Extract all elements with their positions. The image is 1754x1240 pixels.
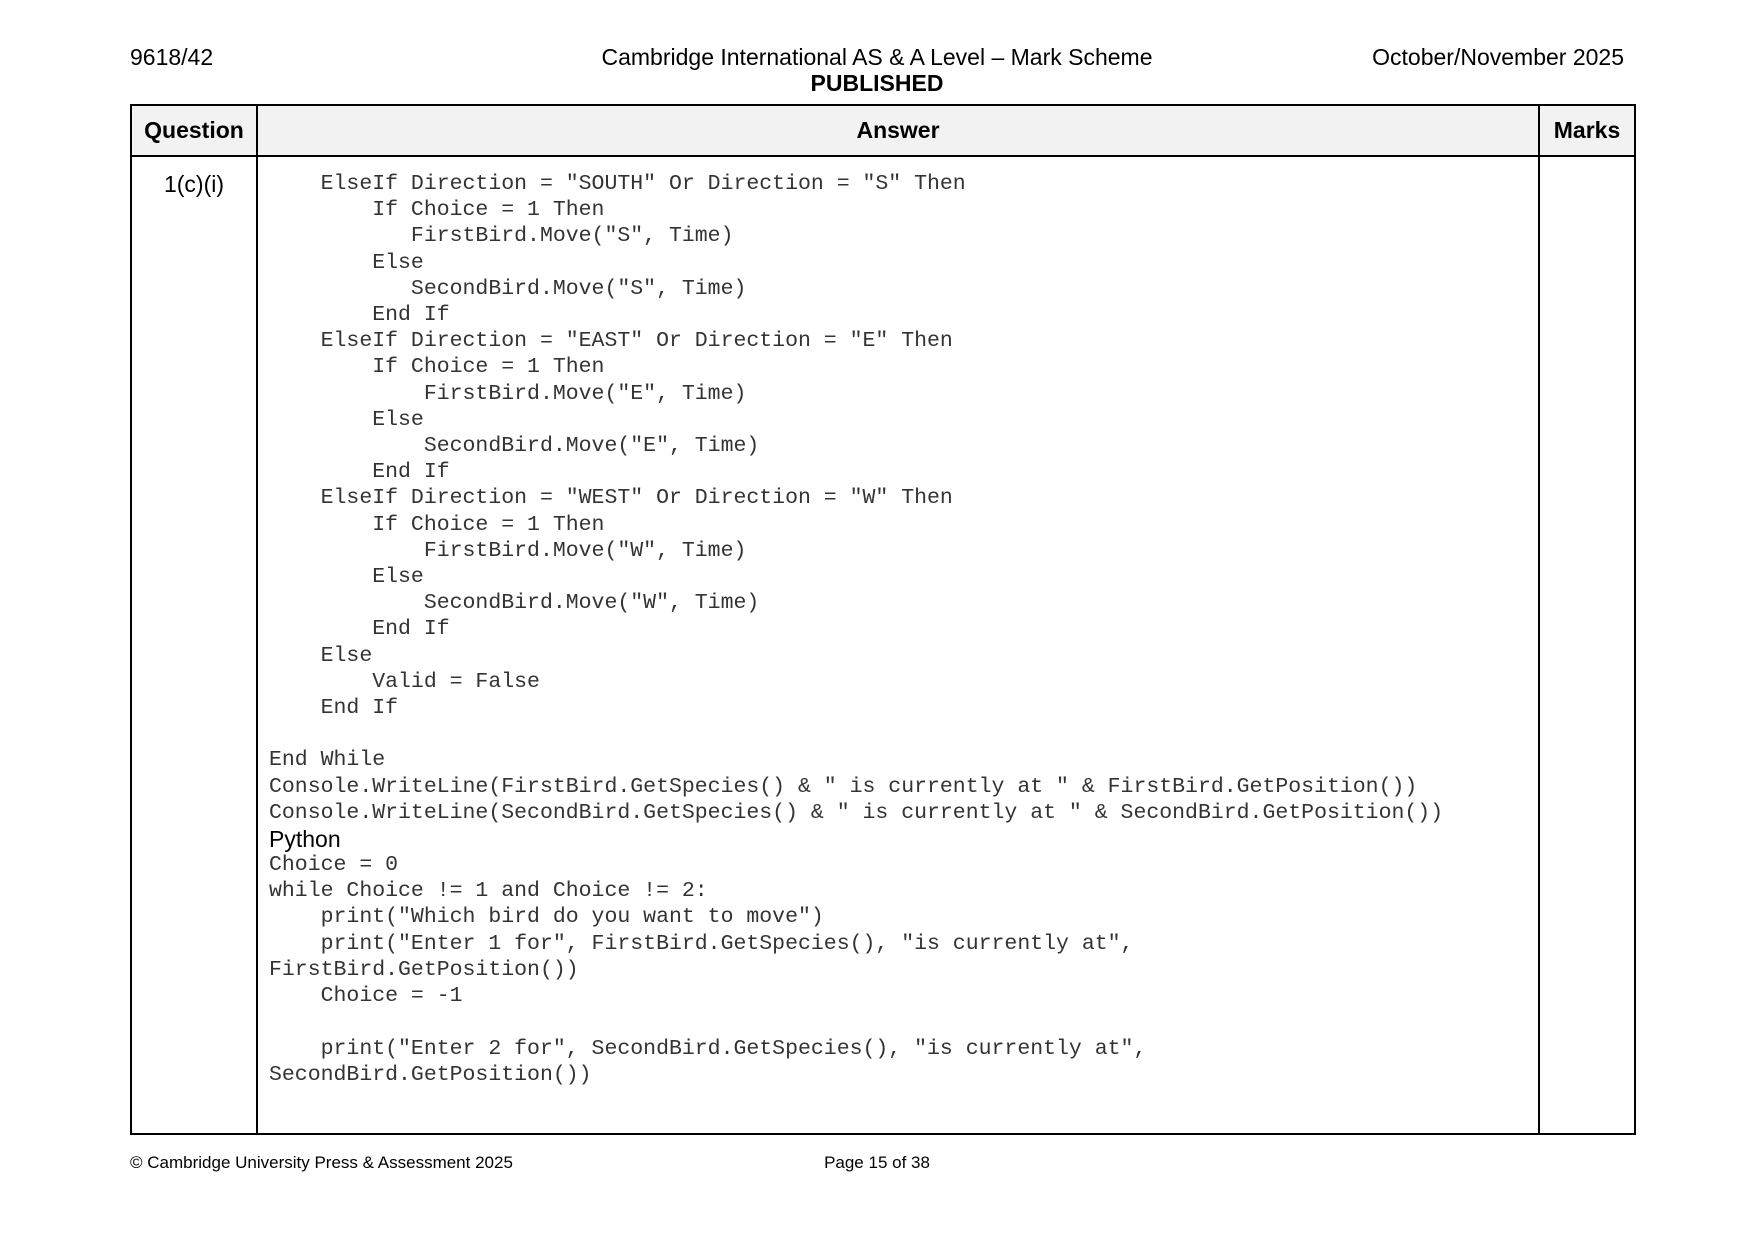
table-header-row — [131, 105, 1635, 156]
table-row — [131, 156, 1635, 1134]
answer-column-header: Answer — [257, 105, 1539, 156]
question-column-header: Question — [131, 105, 257, 156]
mark-scheme-table — [130, 104, 1636, 1135]
paper-code: 9618/42 — [130, 44, 214, 70]
question-number: 1(c)(i) — [131, 156, 257, 1134]
published-label: PUBLISHED — [810, 70, 944, 96]
answer-cell — [257, 156, 1539, 1134]
python-heading: Python — [269, 826, 341, 853]
vb-code-block: ElseIf Direction = "SOUTH" Or Direction = "S" Then If Choice = 1 Then FirstBird.Move("S", Time) Else SecondBird.Move("S", Time) End If ElseIf Direction = "EAST" Or Direction = "E" Then If Choice = 1 Then FirstBird.Move("E", Time) Else SecondBird.Move("E", Time) End If ElseIf Direction = "WEST" Or Direction = "W" Then If Choice = 1 Then FirstBird.Move("W", Time) Else SecondBird.Move("W", Time) End If Else Valid = False End If End While Console.WriteLine(FirstBird.GetSpecies() & " is currently at " & FirstBird.GetPosition()) Console.WriteLine(SecondBird.GetSpecies() & " is currently at " & SecondBird.GetPosition()) — [269, 172, 1444, 825]
python-code-block: Choice = 0 while Choice != 1 and Choice != 2: print("Which bird do you want to move") print("Enter 1 for", FirstBird.GetSpecies(), "is currently at", FirstBird.GetPosition()) Choice = -1 print("Enter 2 for", SecondBird.GetSpecies(), "is currently at", SecondBird.GetPosition()) — [269, 853, 1147, 1087]
exam-session: October/November 2025 — [1372, 44, 1624, 70]
marks-cell — [1539, 156, 1635, 1134]
page-number: Page 15 of 38 — [824, 1153, 930, 1172]
document-title-text: Cambridge International AS & A Level – Mark Scheme — [601, 44, 1153, 70]
marks-column-header: Marks — [1539, 105, 1635, 156]
copyright-notice: © Cambridge University Press & Assessment 2025 — [130, 1153, 513, 1172]
